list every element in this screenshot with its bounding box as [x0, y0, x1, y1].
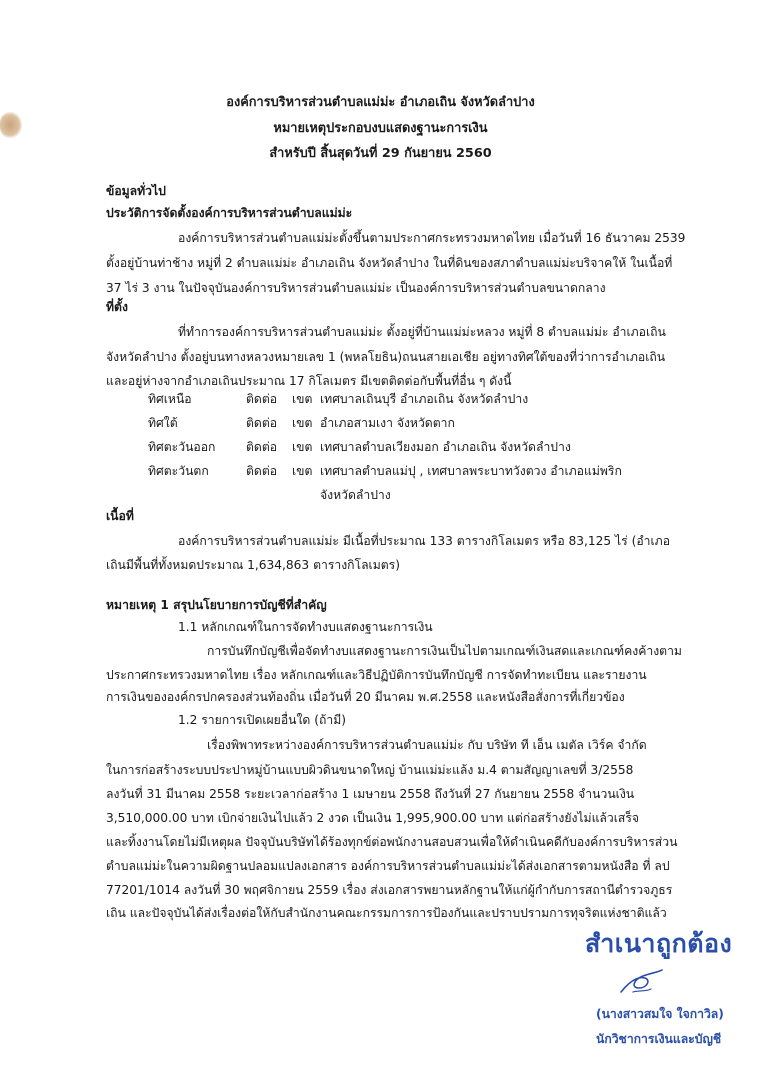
boundary-east-place: เทศบาลตำบลเวียงมอก อำเภอเถิน จังหวัดลำปาง: [320, 440, 571, 454]
note1-sub2-line-4: 3,510,000.00 บาท เบิกจ่ายเงินไปแล้ว 2 งวด เป็นเงิน 1,995,900.00 บาท แต่ก่อสร้างยังไม่แล้วเสร็จ: [106, 811, 640, 825]
location-line-1: ที่ทำการองค์การบริหารส่วนตำบลแม่ม่ะ ตั้งอยู่ที่บ้านแม่ม่ะหลวง หมู่ที่ 8 ตำบลแม่ม่ะ อำเภอเถิน: [178, 325, 666, 339]
note1-sub2-line-2: ในการก่อสร้างระบบประปาหมู่บ้านแบบผิวดินขนาดใหญ่ บ้านแม่ม่ะแล้ง ม.4 ตามสัญญาเลขที่ 3/2558: [106, 763, 634, 777]
period-title: สำหรับปี สิ้นสุดวันที่ 29 กันยายน 2560: [269, 146, 492, 161]
boundary-north-direction: ทิศเหนือ: [148, 392, 192, 406]
note1-sub2-line-6: ตำบลแม่ม่ะในความผิดฐานปลอมแปลงเอกสาร องค์การบริหารส่วนตำบลแม่ม่ะได้ส่งเอกสารตามหนังสือ ที่ ลป: [106, 859, 670, 873]
boundary-north-contact: ติดต่อ: [246, 392, 278, 406]
document-title: หมายเหตุประกอบงบแสดงฐานะการเงิน: [273, 121, 488, 136]
note1-sub2-line-5: และทิ้งงานโดยไม่มีเหตุผล ปัจจุบันบริษัทได้ร้องทุกข์ต่อพนักงานสอบสวนเพื่อให้ดำเนินคดีกับองค์การบริหารส่วน: [106, 835, 678, 849]
boundary-south-place: อำเภอสามเงา จังหวัดตาก: [320, 416, 455, 430]
note1-sub1-line-3: การเงินขององค์กรปกครองส่วนท้องถิ่น เมื่อวันที่ 20 มีนาคม พ.ศ.2558 และหนังสือสั่งการที่เกี่ยวข้อง: [106, 690, 625, 704]
boundary-south-direction: ทิศใต้: [148, 416, 178, 430]
boundary-west-place-cont: จังหวัดลำปาง: [320, 488, 391, 502]
boundary-west-zone: เขต: [292, 464, 313, 478]
boundary-west-contact: ติดต่อ: [246, 464, 278, 478]
boundary-west-place: เทศบาลตำบลแม่ปุ , เทศบาลพระบาทวังตวง อำเภอแม่พริก: [320, 464, 622, 478]
boundary-north-place: เทศบาลเถินบุรี อำเภอเถิน จังหวัดลำปาง: [320, 392, 529, 406]
handwritten-signature: [615, 962, 665, 1002]
area-line-1: องค์การบริหารส่วนตำบลแม่ม่ะ มีเนื้อที่ประมาณ 133 ตารางกิโลเมตร หรือ 83,125 ไร่ (อำเภอ: [178, 534, 671, 548]
location-line-3: และอยู่ห่างจากอำเภอเถินประมาณ 17 กิโลเมตร มีเขตติดต่อกับพื้นที่อื่น ๆ ดังนี้: [106, 374, 512, 388]
boundary-north-zone: เขต: [292, 392, 313, 406]
certified-copy-stamp: สำเนาถูกต้อง: [585, 929, 733, 958]
note1-sub2-line-8: เถิน และปัจจุบันได้ส่งเรื่องต่อให้กับสำนักงานคณะกรรมการการป้องกันและปราบปรามการทุจริตแห่งชาติแล้ว: [106, 906, 667, 920]
boundary-east-zone: เขต: [292, 440, 313, 454]
signer-name: (นางสาวสมใจ ใจกาวิล): [596, 1007, 724, 1021]
boundary-west-direction: ทิศตะวันตก: [148, 464, 209, 478]
note1-sub1-line-2: ประกาศกระทรวงมหาดไทย เรื่อง หลักเกณฑ์และวิธีปฏิบัติการบันทึกบัญชี การจัดทำทะเบียน และรายงาน: [106, 668, 647, 682]
boundary-south-zone: เขต: [292, 416, 313, 430]
history-line-1: องค์การบริหารส่วนตำบลแม่ม่ะตั้งขึ้นตามประกาศกระทรวงมหาดไทย เมื่อวันที่ 16 ธันวาคม 2539: [178, 231, 686, 245]
note1-heading: หมายเหตุ 1 สรุปนโยบายการบัญชีที่สำคัญ: [106, 598, 327, 612]
location-line-2: จังหวัดลำปาง ตั้งอยู่บนทางหลวงหมายเลข 1 (พหลโยธิน)ถนนสายเอเชีย อยู่ทางทิศใต้ของที่ว่าการอำเภอเถิน: [106, 350, 666, 364]
note1-sub2-line-1: เรื่องพิพาทระหว่างองค์การบริหารส่วนตำบลแม่ม่ะ กับ บริษัท ที เอ็น เมตัล เวิร์ค จำกัด: [207, 738, 647, 752]
general-heading: ข้อมูลทั่วไป: [106, 184, 166, 198]
history-heading: ประวัติการจัดตั้งองค์การบริหารส่วนตำบลแม่ม่ะ: [106, 206, 353, 220]
note1-sub1-heading: 1.1 หลักเกณฑ์ในการจัดทำงบแสดงฐานะการเงิน: [178, 620, 433, 634]
history-line-3: 37 ไร่ 3 งาน ในปัจจุบันองค์การบริหารส่วนตำบลแม่ม่ะ เป็นองค์การบริหารส่วนตำบลขนาดกลาง: [106, 281, 606, 295]
org-title: องค์การบริหารส่วนตำบลแม่ม่ะ อำเภอเถิน จังหวัดลำปาง: [226, 95, 535, 110]
area-line-2: เถินมีพื้นที่ทั้งหมดประมาณ 1,634,863 ตารางกิโลเมตร): [106, 558, 400, 572]
area-heading: เนื้อที่: [106, 509, 134, 523]
note1-sub2-heading: 1.2 รายการเปิดเผยอื่นใด (ถ้ามี): [178, 713, 346, 727]
note1-sub2-line-7: 77201/1014 ลงวันที่ 30 พฤศจิกายน 2559 เรื่อง ส่งเอกสารพยานหลักฐานให้แก่ผู้กำกับการสถานีตำรวจภูธร: [106, 883, 673, 897]
history-line-2: ตั้งอยู่บ้านท่าช้าง หมู่ที่ 2 ตำบลแม่ม่ะ อำเภอเถิน จังหวัดลำปาง ในที่ดินของสภาตำบลแม่ม่ะบริจาคให้ ในเนื้อที่: [106, 256, 673, 270]
boundary-east-contact: ติดต่อ: [246, 440, 278, 454]
boundary-south-contact: ติดต่อ: [246, 416, 278, 430]
note1-sub2-line-3: ลงวันที่ 31 มีนาคม 2558 ระยะเวลาก่อสร้าง 1 เมษายน 2558 ถึงวันที่ 27 กันยายน 2558 จำนวนเงิน: [106, 787, 635, 801]
location-heading: ที่ตั้ง: [106, 300, 128, 314]
note1-sub1-line-1: การบันทึกบัญชีเพื่อจัดทำงบแสดงฐานะการเงินเป็นไปตามเกณฑ์เงินสดและเกณฑ์คงค้างตาม: [207, 644, 682, 658]
signer-title: นักวิชาการเงินและบัญชี: [596, 1032, 722, 1046]
boundary-east-direction: ทิศตะวันออก: [148, 440, 216, 454]
